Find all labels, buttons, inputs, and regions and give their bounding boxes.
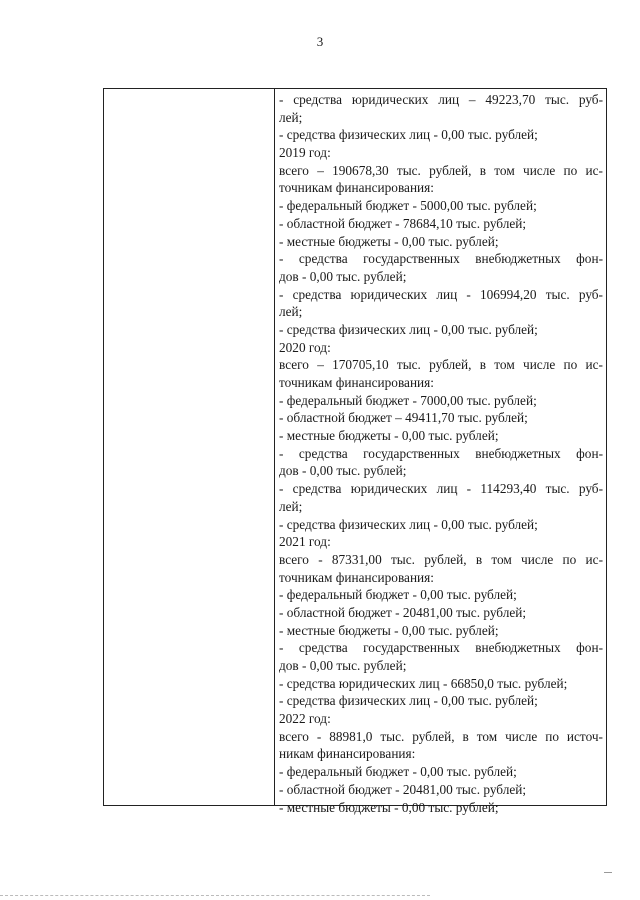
table-text-line: лей; [279, 498, 303, 514]
table-text-line: - средства юридических лиц – 49223,70 тыс. руб- [279, 92, 603, 107]
table-text-line: 2020 год: [279, 339, 331, 355]
page-number: 3 [316, 34, 324, 49]
table-text-line: - федеральный бюджет - 7000,00 тыс. рублей; [279, 392, 537, 408]
table-left-column [104, 89, 275, 805]
table-text-line: - федеральный бюджет - 0,00 тыс. рублей; [279, 764, 517, 780]
funding-table [103, 88, 607, 815]
scan-corner-mark [604, 872, 612, 873]
table-text-line: - федеральный бюджет - 0,00 тыс. рублей; [279, 587, 517, 603]
table-text-line: дов - 0,00 тыс. рублей; [279, 658, 407, 673]
table-text-line: никам финансирования: [279, 746, 416, 762]
table-text-line: - федеральный бюджет - 5000,00 тыс. рублей; [279, 198, 537, 214]
table-right-column [276, 89, 606, 815]
table-text-line: - средства юридических лиц - 106994,20 тыс. руб- [279, 286, 603, 302]
table-text-line: 2022 год: [279, 711, 331, 727]
table-text-line: точникам финансирования: [279, 569, 434, 585]
table-text-line: лей; [279, 304, 303, 320]
table-text-line: - местные бюджеты - 0,00 тыс. рублей; [279, 233, 499, 249]
table-text-line: всего - 87331,00 тыс. рублей, в том числе по ис- [279, 551, 603, 567]
table-text-line: - областной бюджет - 20481,00 тыс. рублей; [279, 604, 527, 620]
table-text-line: - областной бюджет – 49411,70 тыс. рублей; [279, 410, 528, 426]
table-text-line: - средства юридических лиц - 66850,0 тыс. рублей; [279, 675, 568, 691]
table-text-line: всего – 190678,30 тыс. рублей, в том числе по ис- [279, 162, 603, 178]
table-text-line: - местные бюджеты - 0,00 тыс. рублей; [279, 622, 499, 638]
table-text-line: - областной бюджет - 78684,10 тыс. рублей; [279, 215, 527, 231]
table-text-line: - средства физических лиц - 0,00 тыс. рублей; [279, 321, 538, 337]
table-text-line: - средства физических лиц - 0,00 тыс. рублей; [279, 127, 538, 143]
table-text-line: - средства государственных внебюджетных фон- [279, 640, 603, 656]
table-text-line: - местные бюджеты - 0,00 тыс. рублей; [279, 428, 499, 444]
bottom-scan-rule [0, 895, 430, 896]
table-text-line: всего – 170705,10 тыс. рублей, в том числе по ис- [279, 357, 603, 373]
table-text-line: 2019 год: [279, 145, 331, 161]
table-text-line: всего - 88981,0 тыс. рублей, в том числе по источ- [279, 728, 603, 744]
table-text-line: - местные бюджеты - 0,00 тыс. рублей; [279, 799, 499, 815]
table-text-line: лей; [279, 109, 303, 125]
table-text-line: дов - 0,00 тыс. рублей; [279, 268, 407, 284]
table-text-line: - средства государственных внебюджетных фон- [279, 251, 603, 267]
table-text-line: точникам финансирования: [279, 180, 434, 196]
table-text-line: 2021 год: [279, 534, 331, 550]
table-text-line: - средства физических лиц - 0,00 тыс. рублей; [279, 516, 538, 532]
table-text-line: - средства физических лиц - 0,00 тыс. рублей; [279, 693, 538, 709]
table-text-line: дов - 0,00 тыс. рублей; [279, 463, 407, 479]
table-text-line: - средства юридических лиц - 114293,40 тыс. руб- [279, 481, 603, 497]
table-text-line: - средства государственных внебюджетных фон- [279, 445, 603, 461]
table-text-line: - областной бюджет - 20481,00 тыс. рублей; [279, 781, 527, 797]
table-text-line: точникам финансирования: [279, 375, 434, 390]
